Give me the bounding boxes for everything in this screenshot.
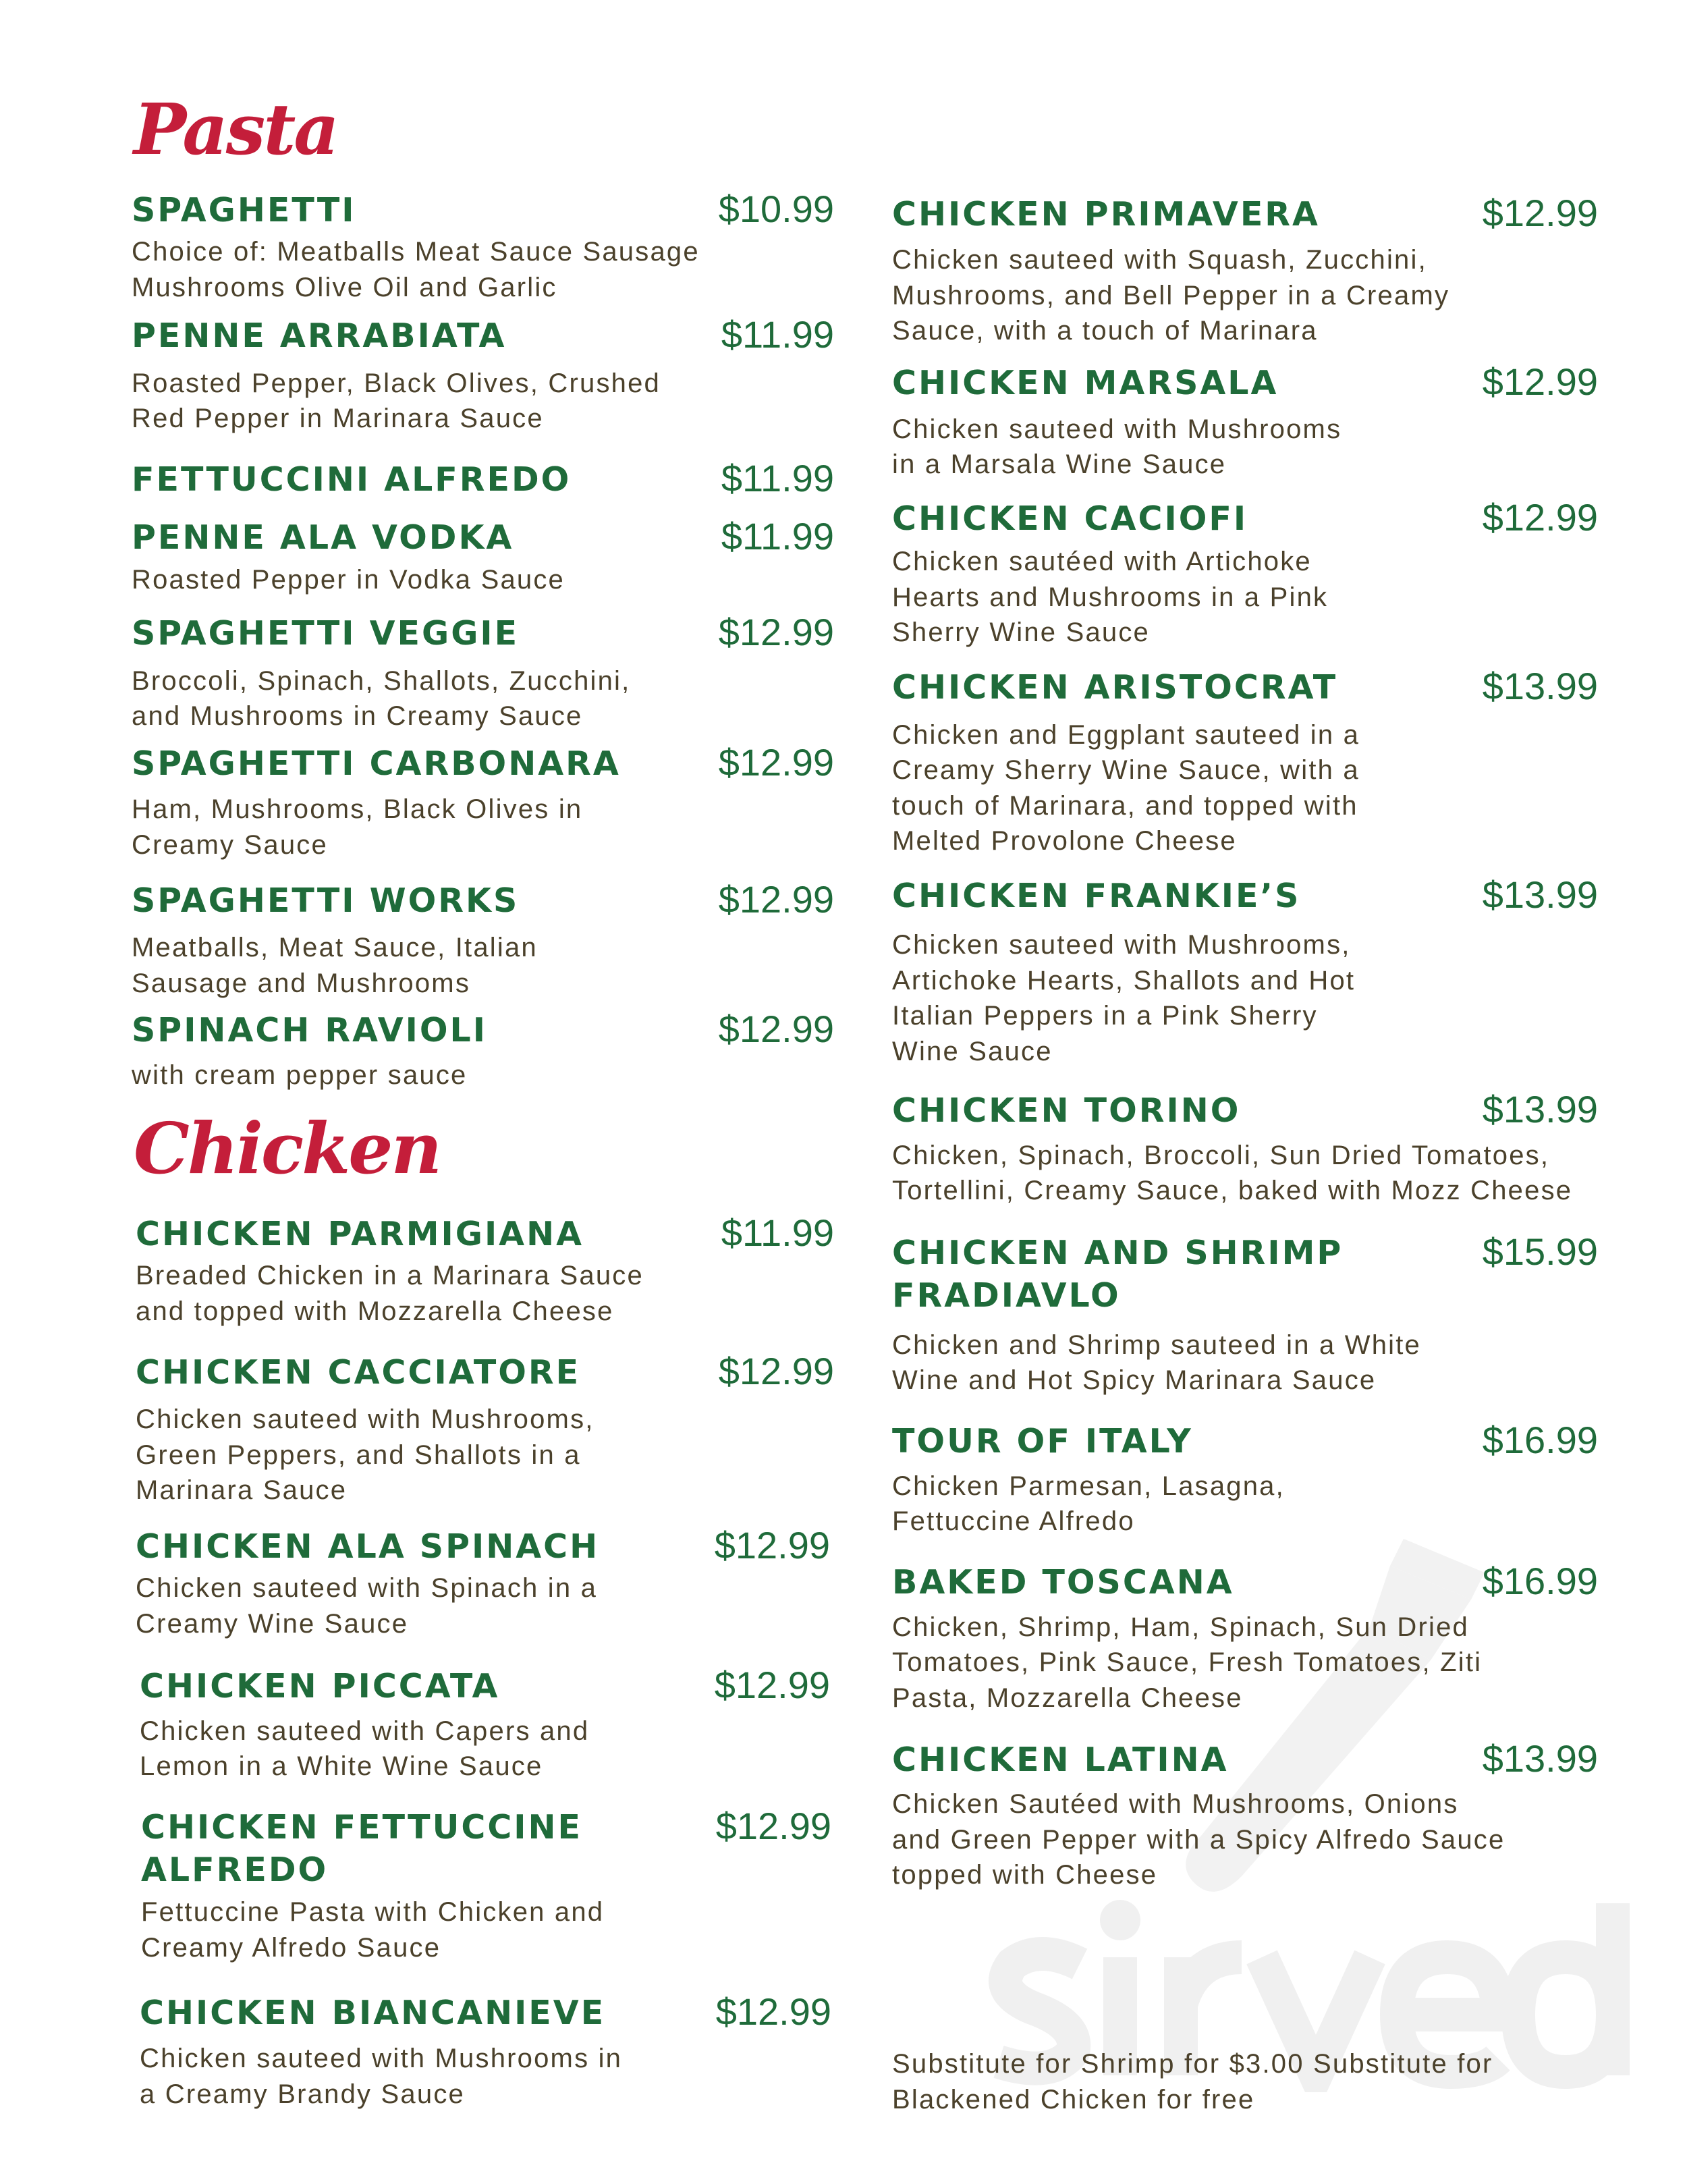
menu-item-price: $11.99 [721, 1211, 834, 1254]
menu-item-price: $12.99 [1482, 495, 1598, 539]
menu-item-name: TOUR OF ITALY [892, 1422, 1193, 1461]
menu-item-price: $12.99 [714, 1663, 830, 1706]
menu-item-description: Mushrooms Olive Oil and Garlic [132, 272, 557, 302]
menu-item-price: $15.99 [1482, 1230, 1598, 1274]
menu-item-name: ALFREDO [141, 1851, 329, 1890]
menu-item-description: Creamy Sherry Wine Sauce, with a [892, 755, 1360, 786]
menu-item-description: Chicken, Shrimp, Ham, Spinach, Sun Dried [892, 1612, 1469, 1642]
menu-item-description: Chicken sauteed with Mushrooms [892, 414, 1342, 444]
menu-item-description: Wine Sauce [892, 1036, 1053, 1066]
menu-item-price: $12.99 [1482, 191, 1598, 234]
menu-item-price: $12.99 [1482, 360, 1598, 403]
menu-item-description: Chicken Sautéed with Mushrooms, Onions [892, 1789, 1459, 1820]
menu-item-price: $16.99 [1482, 1560, 1598, 1603]
menu-item-description: Artichoke Hearts, Shallots and Hot [892, 965, 1356, 995]
menu-item-name: BAKED TOSCANA [892, 1563, 1234, 1602]
menu-item-description: Red Pepper in Marinara Sauce [132, 404, 544, 434]
menu-item-name: CHICKEN BIANCANIEVE [140, 1993, 606, 2032]
menu-item-description: Chicken sauteed with Capers and [140, 1716, 590, 1746]
menu-item-name: CHICKEN TORINO [892, 1091, 1241, 1130]
menu-item-name: FETTUCCINI ALFREDO [132, 460, 572, 499]
menu-item-name: SPINACH RAVIOLI [132, 1011, 487, 1050]
menu-item-description: Pasta, Mozzarella Cheese [892, 1683, 1243, 1713]
menu-item-description: Marinara Sauce [136, 1475, 348, 1506]
menu-item-description: Wine and Hot Spicy Marinara Sauce [892, 1365, 1377, 1396]
menu-item-name: CHICKEN ALA SPINACH [136, 1527, 600, 1566]
menu-item-name: CHICKEN AND SHRIMP [892, 1234, 1344, 1273]
menu-item-description: Choice of: Meatballs Meat Sauce Sausage [132, 237, 700, 267]
menu-item-name: CHICKEN LATINA [892, 1740, 1229, 1779]
menu-item-price: $13.99 [1482, 1737, 1598, 1780]
menu-item-price: $13.99 [1482, 664, 1598, 707]
menu-item-description: Chicken sauteed with Mushrooms, [136, 1404, 594, 1435]
menu-item-name: CHICKEN PICCATA [140, 1666, 500, 1705]
menu-item-price: $12.99 [715, 1990, 831, 2033]
menu-item-description: Chicken and Eggplant sauteed in a [892, 719, 1360, 750]
menu-item-description: Hearts and Mushrooms in a Pink [892, 582, 1329, 612]
menu-item-price: $12.99 [718, 1008, 834, 1051]
menu-item-price: $11.99 [721, 515, 834, 558]
menu-item-description: Chicken and Shrimp sauteed in a White [892, 1330, 1421, 1360]
menu-item-description: Green Peppers, and Shallots in a [136, 1440, 581, 1470]
menu-item-description: Tomatoes, Pink Sauce, Fresh Tomatoes, Ziti [892, 1647, 1483, 1678]
menu-item-description: Chicken Parmesan, Lasagna, [892, 1471, 1285, 1501]
menu-item-name: CHICKEN PARMIGIANA [136, 1214, 584, 1253]
menu-item-name: SPAGHETTI CARBONARA [132, 744, 621, 783]
menu-item-description: Chicken sauteed with Mushrooms in [140, 2044, 623, 2074]
menu-item-description: Tortellini, Creamy Sauce, baked with Mozz Cheese [892, 1176, 1573, 1206]
menu-item-name: CHICKEN CACCIATORE [136, 1353, 581, 1392]
menu-item-description: Fettuccine Alfredo [892, 1506, 1135, 1537]
menu-item-description: Italian Peppers in a Pink Sherry [892, 1001, 1318, 1031]
menu-item-description: Fettuccine Pasta with Chicken and [141, 1897, 605, 1928]
menu-item-name: CHICKEN ARISTOCRAT [892, 667, 1338, 707]
substitution-note [892, 2046, 1493, 2117]
menu-item-price: $12.99 [714, 1523, 830, 1566]
menu-item-price: $10.99 [718, 187, 834, 230]
menu-item-price: $12.99 [718, 740, 834, 784]
menu-item-description: Roasted Pepper, Black Olives, Crushed [132, 368, 661, 398]
menu-item-description: Melted Provolone Cheese [892, 826, 1237, 856]
menu-item-name: CHICKEN PRIMAVERA [892, 194, 1320, 234]
menu-item-description: Chicken sauteed with Squash, Zucchini, [892, 245, 1427, 275]
section-heading-chicken: Chicken [134, 1107, 441, 1190]
menu-item-name: CHICKEN FRANKIE’S [892, 877, 1301, 916]
menu-item-description: Mushrooms, and Bell Pepper in a Creamy [892, 280, 1450, 310]
menu-item-price: $16.99 [1482, 1419, 1598, 1462]
menu-item-description: Creamy Wine Sauce [136, 1608, 409, 1639]
menu-item-description: touch of Marinara, and topped with [892, 790, 1358, 821]
menu-item-description: Sausage and Mushrooms [132, 968, 471, 998]
section-heading-pasta: Pasta [134, 88, 337, 171]
menu-item-description: Chicken sauteed with Spinach in a [136, 1573, 598, 1604]
menu-item-name: SPAGHETTI [132, 190, 356, 229]
menu-item-price: $12.99 [715, 1805, 831, 1848]
menu-item-name: FRADIAVLO [892, 1276, 1121, 1315]
menu-item-price: $13.99 [1482, 1088, 1598, 1131]
menu-item-description: and topped with Mozzarella Cheese [136, 1296, 614, 1326]
menu-item-name: CHICKEN FETTUCCINE [141, 1808, 583, 1847]
menu-item-description: Ham, Mushrooms, Black Olives in [132, 794, 583, 825]
menu-item-description: Chicken sautéed with Artichoke [892, 547, 1312, 577]
menu-item-description: and Mushrooms in Creamy Sauce [132, 701, 583, 732]
menu-item-price: $13.99 [1482, 873, 1598, 917]
menu-item-description: Meatballs, Meat Sauce, Italian [132, 933, 538, 963]
menu-item-description: Sherry Wine Sauce [892, 618, 1150, 648]
menu-item-description: Sauce, with a touch of Marinara [892, 316, 1318, 346]
menu-item-description: a Creamy Brandy Sauce [140, 2079, 465, 2109]
menu-item-description: Broccoli, Spinach, Shallots, Zucchini, [132, 665, 631, 696]
menu-item-description: Lemon in a White Wine Sauce [140, 1751, 543, 1782]
menu-item-name: PENNE ARRABIATA [132, 317, 507, 356]
menu-item-name: PENNE ALA VODKA [132, 518, 514, 557]
menu-item-description: Breaded Chicken in a Marinara Sauce [136, 1261, 644, 1291]
menu-item-description: Chicken sauteed with Mushrooms, [892, 930, 1351, 960]
menu-item-name: SPAGHETTI VEGGIE [132, 613, 520, 653]
menu-item-description: with cream pepper sauce [132, 1060, 468, 1090]
menu-item-price: $11.99 [721, 313, 834, 356]
menu-item-description: Chicken, Spinach, Broccoli, Sun Dried Tomatoes, [892, 1140, 1550, 1170]
menu-item-name: SPAGHETTI WORKS [132, 881, 520, 920]
note-line: Blackened Chicken for free [892, 2084, 1255, 2114]
menu-item-description: topped with Cheese [892, 1860, 1158, 1890]
menu-item-description: in a Marsala Wine Sauce [892, 449, 1227, 479]
menu-item-price: $11.99 [721, 457, 834, 500]
menu-item-price: $12.99 [718, 1349, 834, 1392]
menu-item-name: CHICKEN MARSALA [892, 363, 1279, 402]
menu-item-description: Creamy Sauce [132, 829, 328, 860]
menu-item-price: $12.99 [718, 877, 834, 921]
menu-item-name: CHICKEN CACIOFI [892, 499, 1248, 538]
menu-item-description: Roasted Pepper in Vodka Sauce [132, 564, 565, 595]
menu-item-description: Creamy Alfredo Sauce [141, 1932, 441, 1963]
note-line: Substitute for Shrimp for $3.00 Substitute for [892, 2049, 1493, 2079]
menu-item-price: $12.99 [718, 610, 834, 653]
menu-item-description: and Green Pepper with a Spicy Alfredo Sauce [892, 1824, 1505, 1855]
